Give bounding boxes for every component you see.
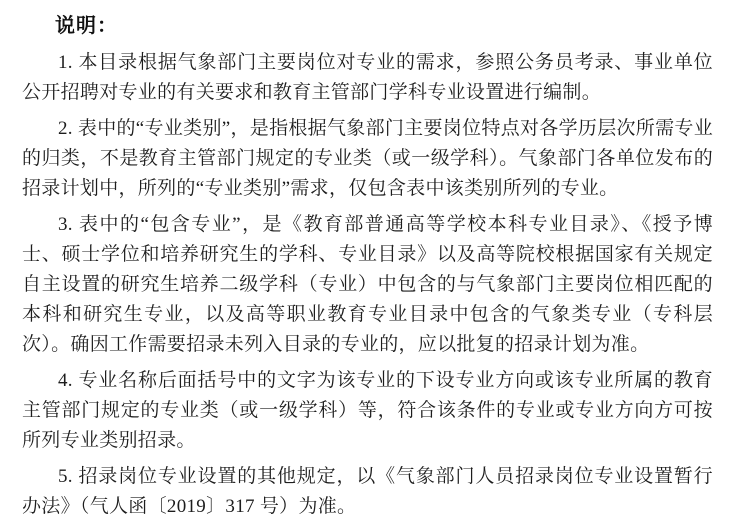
note-paragraph-2: 2. 表中的“专业类别”，是指根据气象部门主要岗位特点对各学历层次所需专业的归类，不是教育主管部门规定的专业类（或一级学科）。气象部门各单位发布的招录计划中，所列的“专业类别”需求，仅包含表中该类别所列的专业。 [22,118,713,199]
page-title: 说明： [55,15,118,37]
note-paragraph-3: 3. 表中的“包含专业”，是《教育部普通高等学校本科专业目录》、《授予博士、硕士学位和培养研究生的学科、专业目录》以及高等院校根据国家有关规定自主设置的研究生培养二级学科（专业）中包含的与气象部门主要岗位相匹配的本科和研究生专业，以及高等职业教育专业目录中包含的气象类专业（专科层次）。确因工作需要招录未列入目录的专业的，应以批复的招录计划为准。 [22,214,713,355]
note-paragraph-1: 1. 本目录根据气象部门主要岗位对专业的需求，参照公务员考录、事业单位公开招聘对专业的有关要求和教育主管部门学科专业设置进行编制。 [22,52,713,103]
note-paragraph-4: 4. 专业名称后面括号中的文字为该专业的下设专业方向或该专业所属的教育主管部门规定的专业类（或一级学科）等，符合该条件的专业或专业方向方可按所列专业类别招录。 [22,370,713,451]
note-paragraph-5: 5. 招录岗位专业设置的其他规定，以《气象部门人员招录岗位专业设置暂行办法》（气人函〔2019〕317 号）为准。 [22,466,713,517]
